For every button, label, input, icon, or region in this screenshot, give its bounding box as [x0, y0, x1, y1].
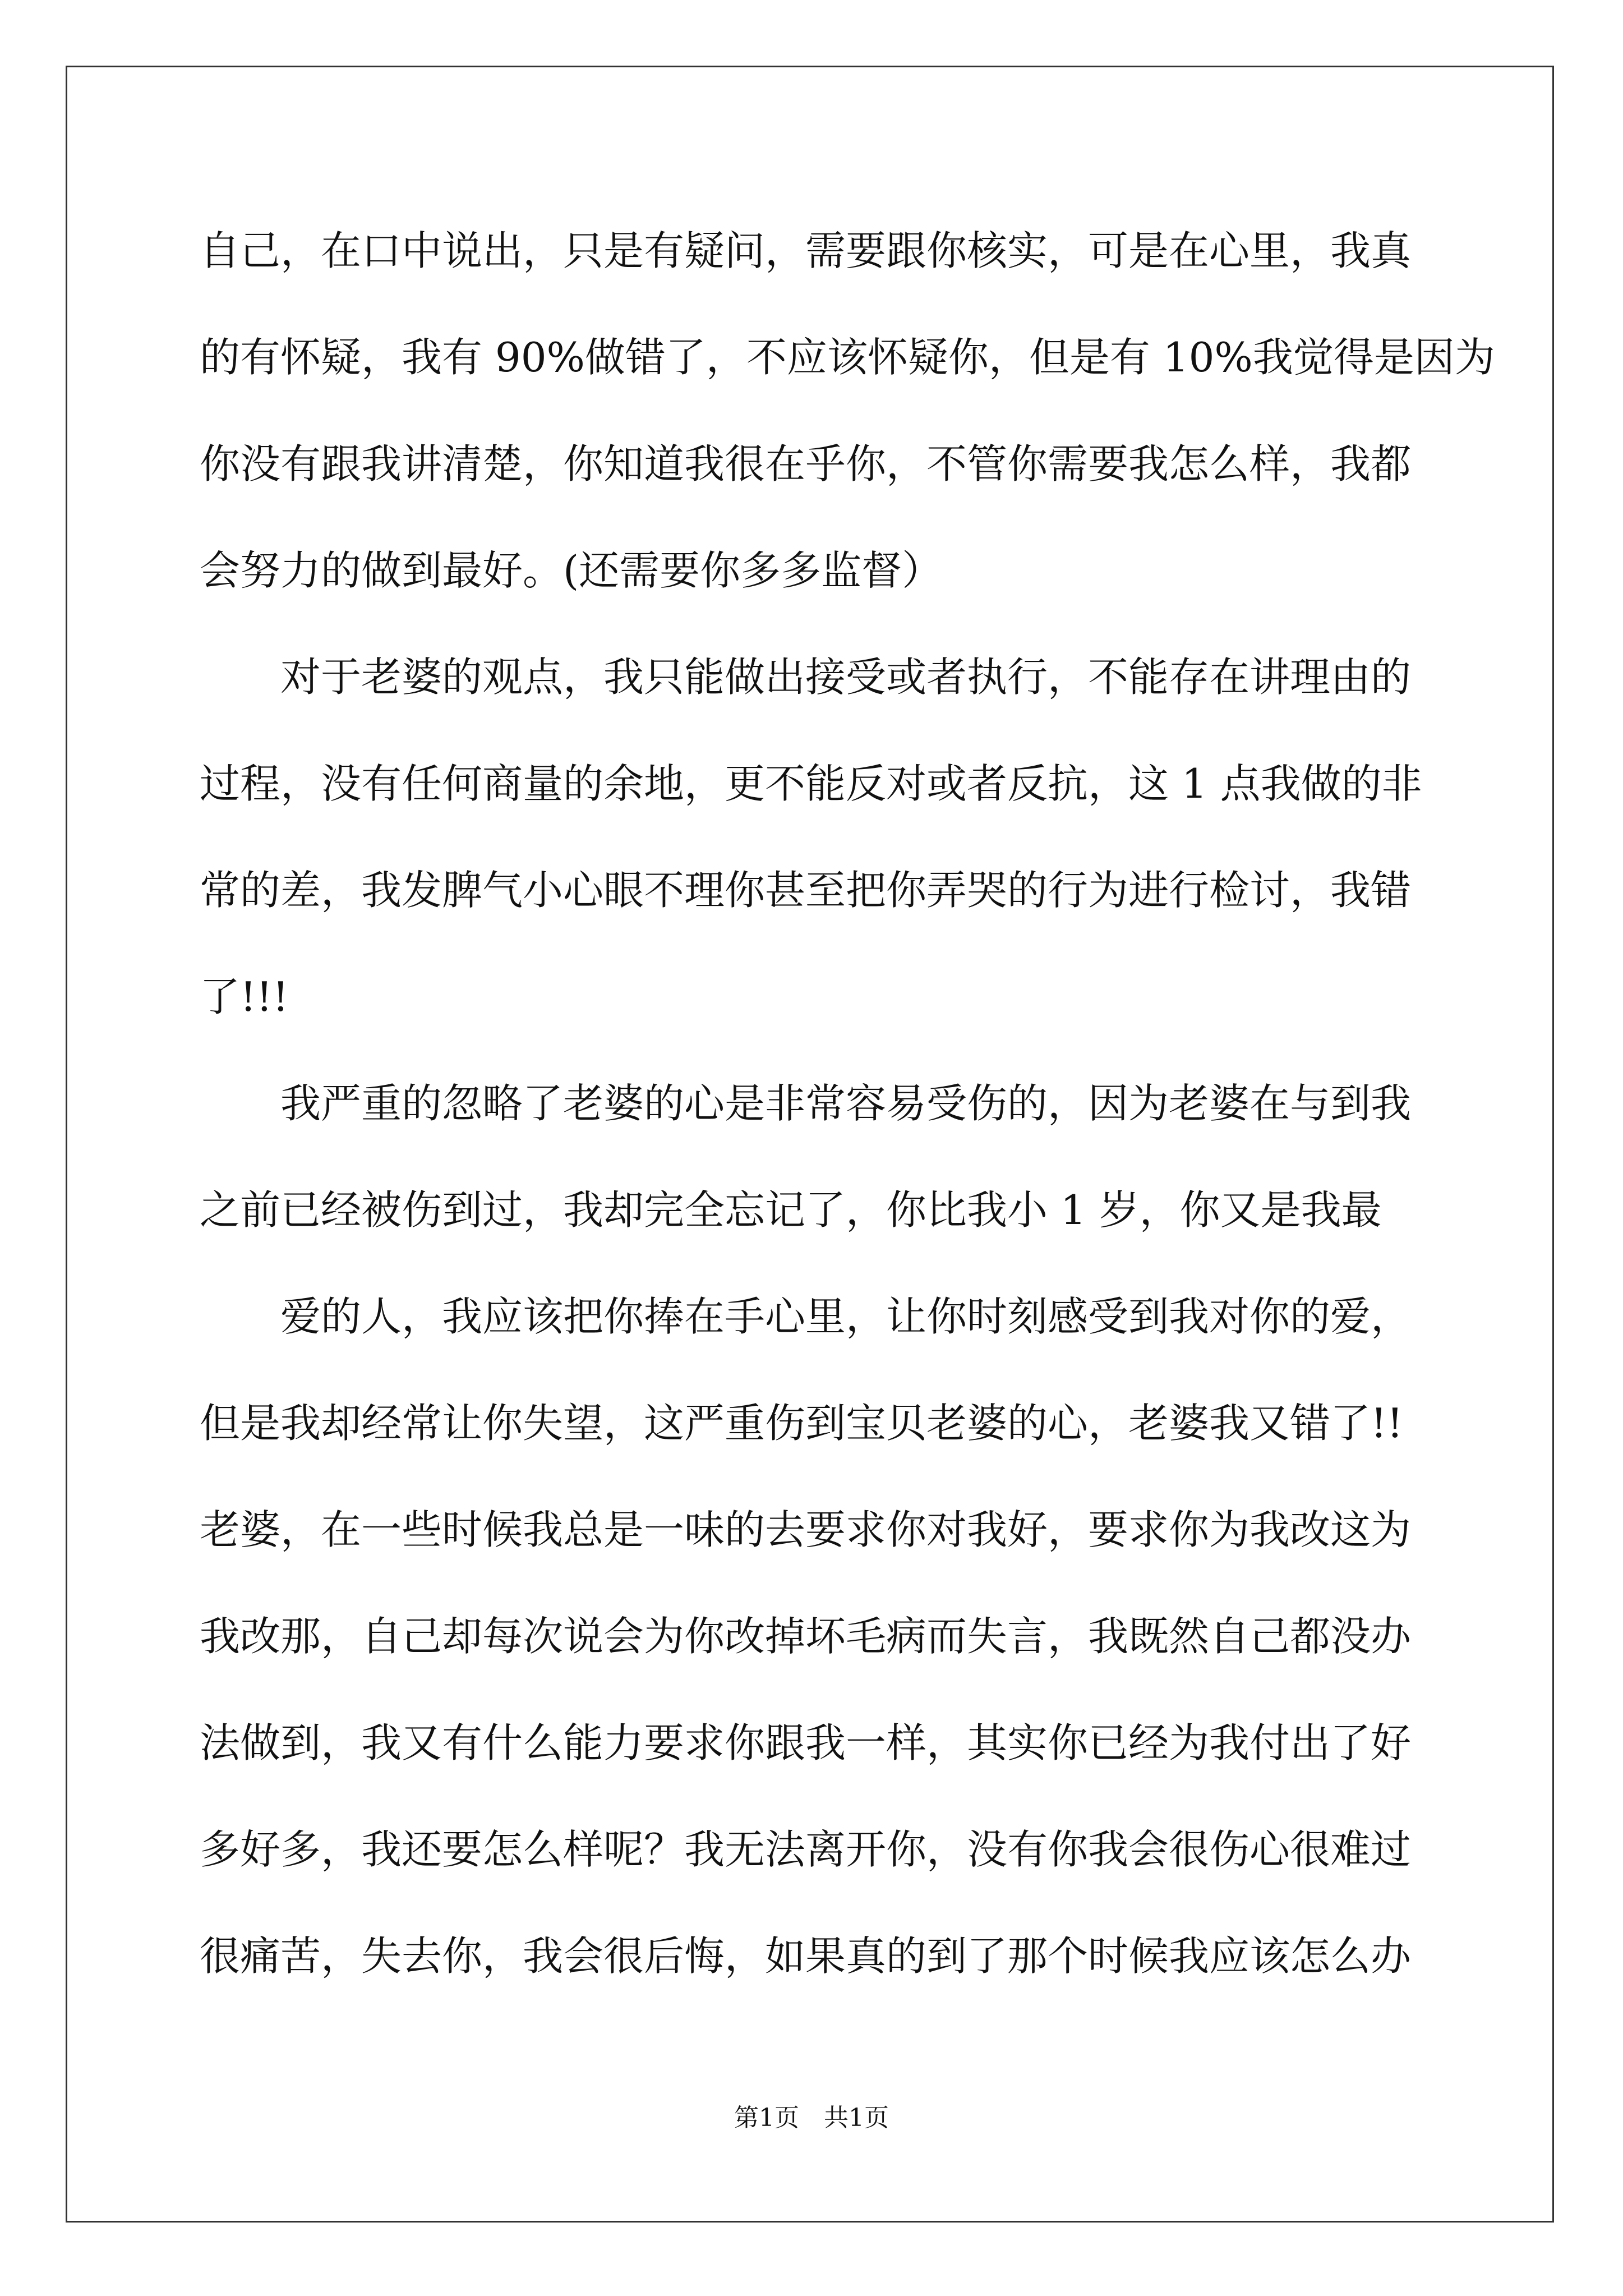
body-text-line: 对于老婆的观点，我只能做出接受或者执行，不能存在讲理由的	[280, 654, 1412, 701]
body-text-line: 自己，在口中说出，只是有疑问，需要跟你核实，可是在心里，我真	[200, 227, 1412, 274]
body-text-line: 法做到，我又有什么能力要求你跟我一样，其实你已经为我付出了好	[200, 1719, 1412, 1766]
body-text-line: 常的差，我发脾气小心眼不理你甚至把你弄哭的行为进行检讨，我错	[200, 867, 1412, 914]
body-text-line: 过程，没有任何商量的余地，更不能反对或者反抗，这 1 点我做的非	[200, 760, 1422, 807]
body-text-line: 了!!!	[200, 973, 289, 1020]
body-text-line: 我改那，自己却每次说会为你改掉坏毛病而失言，我既然自己都没办	[200, 1613, 1412, 1660]
body-text-line: 但是我却经常让你失望，这严重伤到宝贝老婆的心，老婆我又错了!!	[200, 1400, 1403, 1447]
body-text-line: 多好多，我还要怎么样呢？我无法离开你，没有你我会很伤心很难过	[200, 1826, 1412, 1873]
body-text-line: 你没有跟我讲清楚，你知道我很在乎你，不管你需要我怎么样，我都	[200, 440, 1412, 487]
body-text-line: 爱的人，我应该把你捧在手心里，让你时刻感受到我对你的爱，	[280, 1293, 1412, 1340]
body-text-line: 我严重的忽略了老婆的心是非常容易受伤的，因为老婆在与到我	[280, 1080, 1412, 1127]
body-text-line: 很痛苦，失去你，我会很后悔，如果真的到了那个时候我应该怎么办	[200, 1932, 1412, 1980]
body-text-line: 老婆，在一些时候我总是一味的去要求你对我好，要求你为我改这为	[200, 1506, 1412, 1553]
body-text-line: 会努力的做到最好。(还需要你多多监督）	[200, 547, 943, 594]
body-text-line: 之前已经被伤到过，我却完全忘记了，你比我小 1 岁，你又是我最	[200, 1186, 1382, 1234]
body-text-line: 的有怀疑，我有 90%做错了，不应该怀疑你，但是有 10%我觉得是因为	[200, 334, 1495, 381]
page-footer: 第1页 共1页	[734, 2104, 889, 2132]
page-border	[66, 66, 1554, 2223]
